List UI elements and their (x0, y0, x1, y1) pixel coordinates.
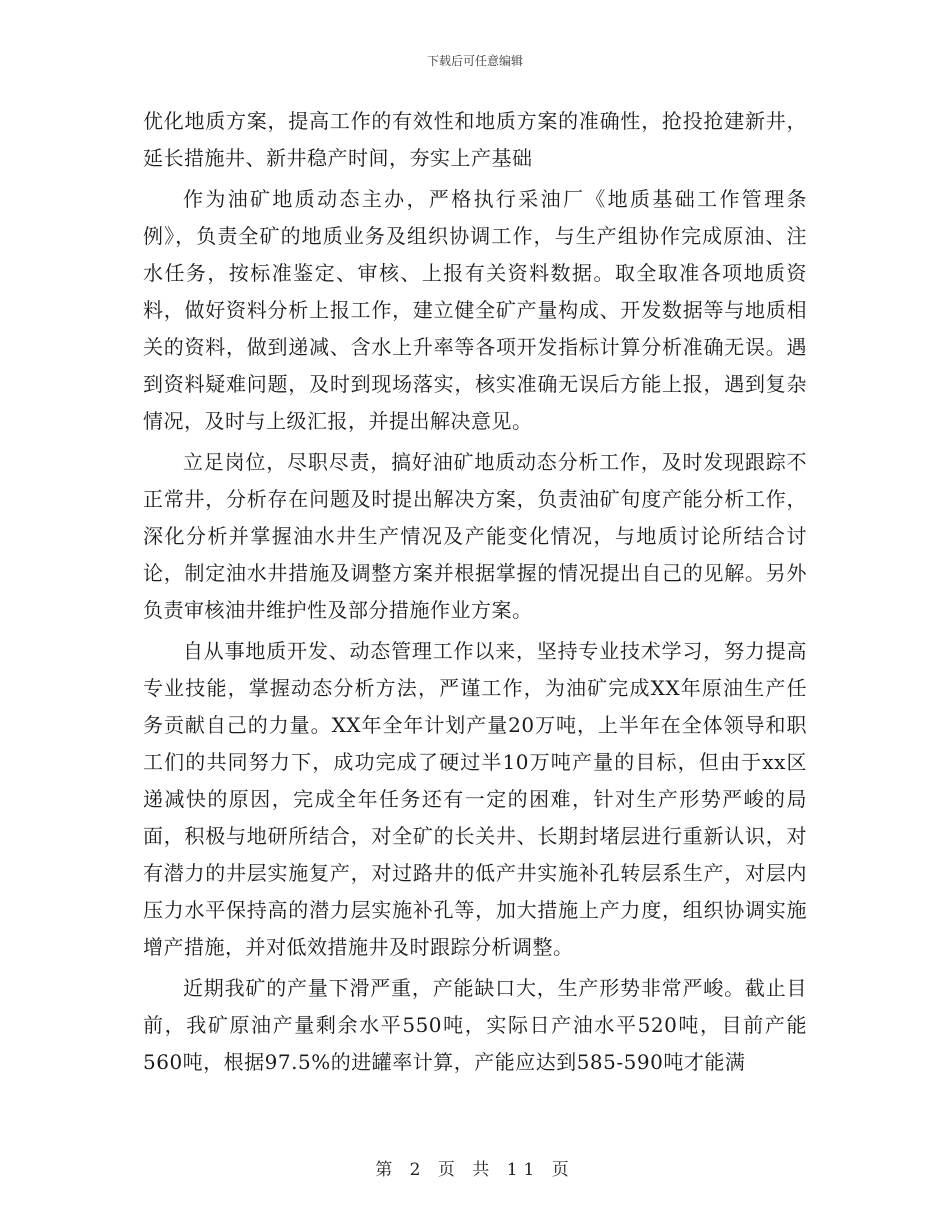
paragraph: 立足岗位，尽职尽责，搞好油矿地质动态分析工作，及时发现跟踪不正常井，分析存在问题及时提出解决方案，负责油矿旬度产能分析工作，深化分析并掌握油水井生产情况及产能变化情况，与地质讨论所结合讨论，制定油水井措施及调整方案并根据掌握的情况提出自己的见解。另外负责审核油井维护性及部分措施作业方案。 (143, 450, 807, 622)
paragraph: 近期我矿的产量下滑严重，产能缺口大，生产形势非常严峻。截止目前，我矿原油产量剩余水平550吨，实际日产油水平520吨，目前产能560吨，根据97.5%的进罐率计算，产能应达到585-590吨才能满 (143, 976, 807, 1074)
page-number: 第 2 页 共 11 页 (375, 1160, 575, 1180)
page-header: 下载后可任意编辑 (426, 54, 523, 68)
document-body (143, 103, 807, 1081)
paragraph: 作为油矿地质动态主办，严格执行采油厂《地质基础工作管理条例》，负责全矿的地质业务及组织协调工作，与生产组协作完成原油、注水任务，按标准鉴定、审核、上报有关资料数据。取全取准各项地质资料，做好资料分析上报工作，建立健全矿产量构成、开发数据等与地质相关的资料，做到递减、含水上升率等各项开发指标计算分析准确无误。遇到资料疑难问题，及时到现场落实，核实准确无误后方能上报，遇到复杂情况，及时与上级汇报，并提出解决意见。 (143, 187, 807, 433)
paragraph: 自从事地质开发、动态管理工作以来，坚持专业技术学习，努力提高专业技能，掌握动态分析方法，严谨工作，为油矿完成XX年原油生产任务贡献自己的力量。XX年全年计划产量20万吨，上半年在全体领导和职工们的共同努力下，成功完成了硬过半10万吨产量的目标，但由于xx区递减快的原因，完成全年任务还有一定的困难，针对生产形势严峻的局面，积极与地研所结合，对全矿的长关井、长期封堵层进行重新认识，对有潜力的井层实施复产，对过路井的低产井实施补孔转层系生产，对层内压力水平保持高的潜力层实施补孔等，加大措施上产力度，组织协调实施增产措施，并对低效措施井及时跟踪分析调整。 (143, 639, 807, 959)
paragraph-continuation: 优化地质方案，提高工作的有效性和地质方案的准确性，抢投抢建新井，延长措施井、新井稳产时间，夯实上产基础 (143, 109, 807, 170)
